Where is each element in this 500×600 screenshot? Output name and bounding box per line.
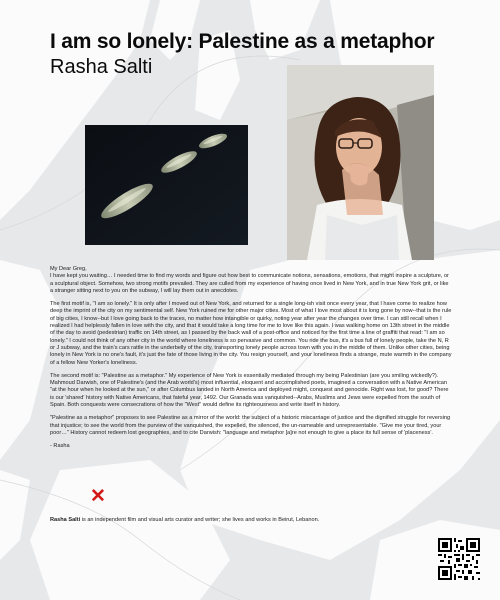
letter-greeting: My Dear Greg, <box>50 266 87 272</box>
author-bio <box>50 517 452 524</box>
aerial-photo <box>85 125 248 245</box>
bio-name: Rasha Salti <box>50 517 81 523</box>
letter-paragraph: "Palestine as a metaphor" proposes to see Palestine as a mirror of the world: the subject of a historic miscarriage of justice and the dignified struggle for reversing that injustice; to see the world from the purview of the vanquished, the expelled, the silenced, the un-nameable and unrepresentable. "Give me your tired, your poor…" History cannot redeem lost geographies, and to cite Darwish: "language and metaphor [a]re not enough to give a place its full sense of 'placeness'. <box>50 415 451 436</box>
letter-signature: - Rasha <box>50 443 70 450</box>
poster-author: Rasha Salti <box>50 56 153 78</box>
letter-paragraph: The first motif is, "I am so lonely." It is only after I moved out of New York, and returned for a single long-ish visit once every year, that I have come to realize how deep the imprint of the city on my sentimental self. New York ruined me for other major cities. Most of what I love most about it is long gone by now--that is the rule of big cities, I know--but I love going back to the traces, no matter how intangible or quirky, noting year after year the changes over time. I can still recall when I realized I had helplessly fallen in love with the city, and that it would take a long time for me to love like this again. I was walking home on 13th street in the middle of the day to avoid (pedestrian) traffic on 14th street, as I passed by the back wall of a post-office and noticed for the first time a line of graffiti that read: "I am so lonely." I could not think of any other city in the world where loneliness is so pervasive and common. You ride the bus, it's a bus full of lonely people, take the N, R or J subway, and the train's cars rattle in the underbelly of the city, transporting lonely people across town with you in the middle of them. Unlike other cities, being lonely in New York is no one's fault, it's just the fate of those living in the city. You resign yourself, and your loneliness finds a strange, mute warmth in the company of a fellow New Yorker's loneliness. <box>50 301 452 366</box>
poster-title: I am so lonely: Palestine as a metaphor <box>50 30 435 53</box>
letter-body <box>50 266 452 457</box>
bio-text: is an independent film and visual arts curator and writer; she lives and works in Beirut, Lebanon. <box>80 517 320 523</box>
x-mark-icon: ✕ <box>90 486 106 507</box>
qr-code[interactable] <box>438 538 480 580</box>
portrait-photo <box>287 65 434 260</box>
letter-paragraph: I have kept you waiting… I needed time to find my words and figure out how best to communicate notions, sensations, emotions, that might inspire a sculpture, or a sculptural object. Somehow, two strong motifs prevailed. They are culled from my experience of having once lived in New York, and in true New York grit, or like a stranger sitting next to you on the subway, I will lay them out in anecdotes. <box>50 273 449 294</box>
letter-paragraph: The second motif is: "Palestine as a metaphor." My experience of New York is essentially mediated through my being Palestinian (are you smiling wickedly?). Mahmoud Darwish, one of Palestine's (and the Arab world's) most influential, eloquent and accomplished poets, imagined a conversation with a Native American "at the hour when he looked at the sun," or after Columbus landed in North America and deployed might, conquest and genocide. Right was lost, for good? There is our 'shared' history with Native Americans, that fateful year, 1492. Our Granada was vanquished--Arabs, Muslims and Jews were expelled from the south of Spain. Both conquests were consecrations of how the "West" would define its righteousness and write itself in history. <box>50 372 449 409</box>
